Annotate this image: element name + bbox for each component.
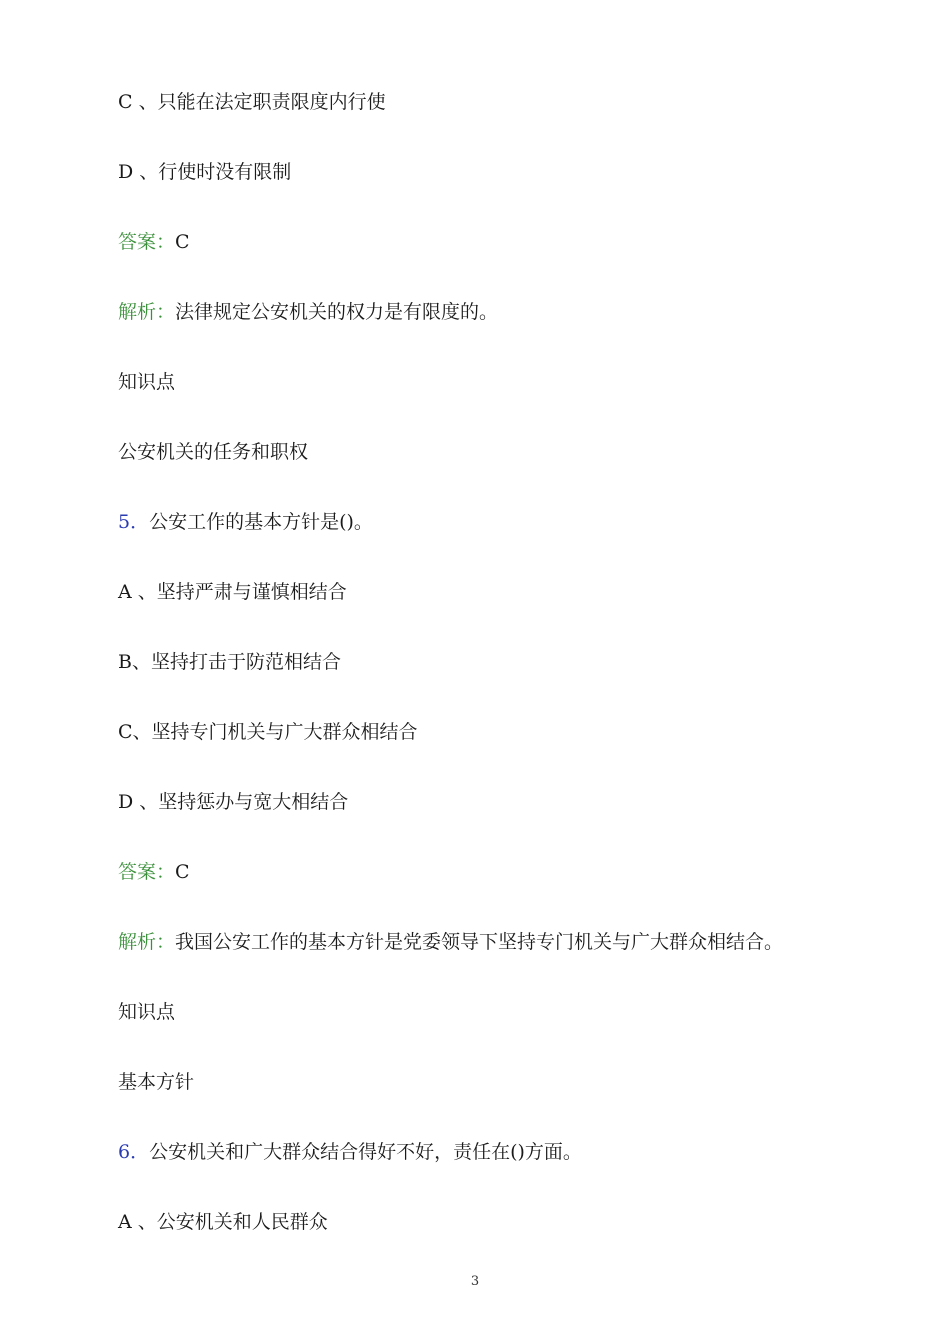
knowledge-point-heading [118,370,175,394]
option-c [118,90,386,114]
knowledge-point-heading [118,1000,175,1024]
option-text: A 、公安机关和人民群众 [118,1211,328,1233]
option-b [118,650,341,674]
knowledge-point-value [118,440,308,464]
analysis-text: 我国公安工作的基本方针是党委领导下坚持专门机关与广大群众相结合。 [175,931,784,953]
question-text: 公安机关和广大群众结合得好不好，责任在()方面。 [149,1141,582,1163]
question-number: 6． [118,1141,150,1163]
option-text: C、坚持专门机关与广大群众相结合 [118,721,418,743]
option-d [118,160,291,184]
analysis-line [118,300,498,324]
knowledge-point-text: 公安机关的任务和职权 [118,441,309,463]
page-number: 3 [470,1274,480,1289]
knowledge-point-label: 知识点 [118,371,176,393]
answer-value: C [175,861,190,883]
question-text: 公安工作的基本方针是()。 [149,511,373,533]
analysis-text: 法律规定公安机关的权力是有限度的。 [175,301,499,323]
option-text: D 、坚持惩办与宽大相结合 [118,791,349,813]
knowledge-point-text: 基本方针 [118,1071,195,1093]
question-number: 5． [118,511,150,533]
option-a [118,580,347,604]
analysis-line [118,930,783,954]
answer-line [118,860,190,884]
option-text: B、坚持打击于防范相结合 [118,651,341,673]
option-text: D 、行使时没有限制 [118,161,292,183]
option-text: C 、只能在法定职责限度内行使 [118,91,386,113]
answer-label: 答案： [118,861,176,883]
knowledge-point-label: 知识点 [118,1001,176,1023]
answer-value: C [175,231,190,253]
analysis-label: 解析： [118,931,176,953]
analysis-label: 解析： [118,301,176,323]
knowledge-point-value [118,1070,194,1094]
question-6 [118,1140,582,1164]
option-a [118,1210,328,1234]
answer-line [118,230,190,254]
option-text: A 、坚持严肃与谨慎相结合 [118,581,347,603]
question-5 [118,510,373,534]
answer-label: 答案： [118,231,176,253]
option-d [118,790,348,814]
option-c [118,720,418,744]
